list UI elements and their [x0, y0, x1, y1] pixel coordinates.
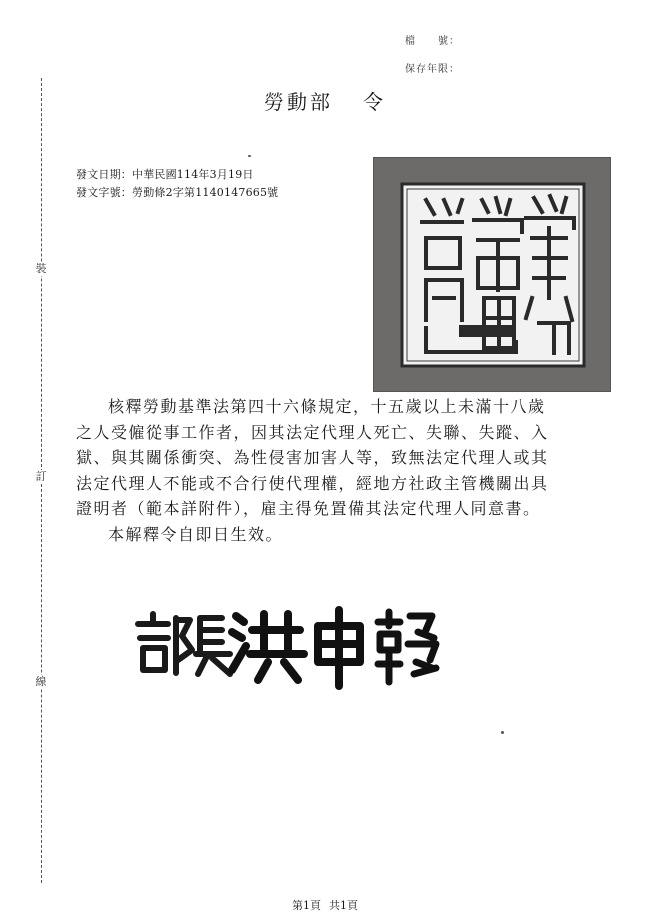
body-paragraph-1: 核釋勞動基準法第四十六條規定，十五歲以上未滿十八歲之人受僱從事工作者，因其法定代理人死亡、失聯、失蹤、入獄、與其關係衝突、為性侵害加害人等，致無法定代理人或其法定代理人不能或不合行使代理權，經地方社政主管機關出具證明者（範本詳附件），雇主得免置備其法定代理人同意書。 [76, 397, 549, 518]
body-paragraph-2: 本解釋令自即日生效。 [108, 524, 284, 544]
seal-graphic [374, 158, 610, 391]
file-number-label: 檔 號： [405, 36, 460, 47]
page-current: 第1頁 [292, 899, 321, 912]
page-total: 共1頁 [329, 899, 358, 912]
issue-date-label: 發文日期： [76, 168, 132, 181]
binding-mark-bottom: 線 [33, 675, 49, 689]
order-body [76, 394, 556, 547]
issue-date [76, 166, 254, 182]
issue-number [76, 184, 278, 200]
minister-signature [128, 600, 458, 690]
binding-mark-middle: 訂 [33, 470, 49, 484]
page-number [0, 897, 650, 913]
title-agency: 勞動部 [264, 90, 333, 114]
page-title [0, 86, 650, 115]
signature-graphic [128, 600, 458, 690]
issue-date-value: 中華民國114年3月19日 [132, 168, 254, 181]
title-doc-type: 令 [363, 90, 386, 114]
issue-number-value: 勞動條2字第1140147665號 [132, 186, 279, 199]
scan-speck [248, 155, 251, 157]
issue-number-label: 發文字號： [76, 186, 132, 199]
scan-speck [501, 731, 504, 734]
official-seal-icon [373, 157, 611, 392]
binding-mark-top: 裝 [33, 262, 49, 276]
retention-label: 保存年限： [405, 64, 460, 75]
